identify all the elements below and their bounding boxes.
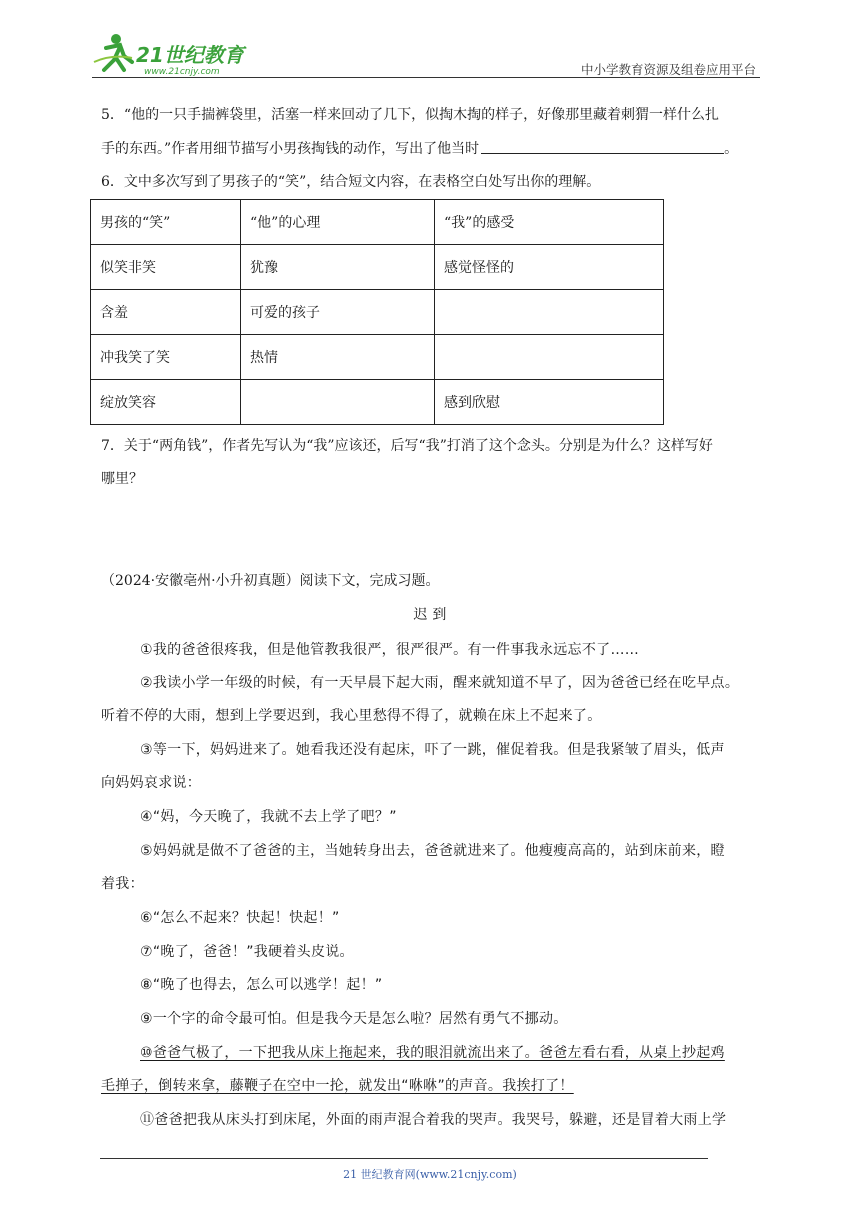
paragraph-1: ①我的爸爸很疼我，但是他管教我很严，很严很严。有一件事我永远忘不了…… [140, 642, 640, 658]
table-row [91, 380, 664, 425]
table-cell: 可爱的孩子 [241, 290, 435, 335]
q5-line1: 5．“他的一只手揣裤袋里，活塞一样来回动了几下，似掏木掏的样子，好像那里藏着刺猬一样什么扎 [101, 107, 720, 123]
table-answer-cell[interactable] [435, 290, 664, 335]
table-cell: 含羞 [91, 290, 241, 335]
header-divider [92, 77, 760, 78]
page-header [92, 32, 760, 78]
passage-source: （2024·安徽亳州·小升初真题）阅读下文，完成习题。 [101, 573, 440, 589]
paragraph-10-line2: 毛掸子，倒转来拿，藤鞭子在空中一抡，就发出“咻咻”的声音。我挨打了！ [101, 1078, 574, 1094]
paragraph-2-line1: ②我读小学一年级的时候，有一天早晨下起大雨，醒来就知道不早了，因为爸爸已经在吃早点。 [140, 675, 740, 691]
q5-line2 [101, 139, 738, 159]
table-cell: 热情 [241, 335, 435, 380]
table-header-cell: 男孩的“笑” [91, 200, 241, 245]
table-row [91, 290, 664, 335]
paragraph-6: ⑥“怎么不起来？快起！快起！” [140, 910, 340, 926]
paragraph-5-line1: ⑤妈妈就是做不了爸爸的主，当她转身出去，爸爸就进来了。他瘦瘦高高的，站到床前来，瞪 [140, 843, 725, 859]
q5-answer-blank[interactable] [481, 139, 724, 154]
paragraph-3-line1: ③等一下，妈妈进来了。她看我还没有起床，吓了一跳，催促着我。但是我紧皱了眉头，低声 [140, 742, 725, 758]
table-cell: 绽放笑容 [91, 380, 241, 425]
table-cell: 似笑非笑 [91, 245, 241, 290]
platform-name: 中小学教育资源及组卷应用平台 [580, 62, 756, 77]
paragraph-3-line2: 向妈妈哀求说： [101, 775, 202, 791]
q5-line2-end: 。 [724, 141, 739, 157]
table-answer-cell[interactable] [241, 380, 435, 425]
table-cell: 感到欣慰 [435, 380, 664, 425]
logo-url: www.21cnjy.com [144, 67, 220, 77]
paragraph-7: ⑦“晚了，爸爸！”我硬着头皮说。 [140, 944, 354, 960]
q7-line1: 7．关于“两角钱”，作者先写认为“我”应该还，后写“我”打消了这个念头。分别是为什么？这样写好 [101, 438, 713, 454]
q6-table [90, 199, 664, 425]
table-header-cell: “我”的感受 [435, 200, 664, 245]
table-cell: 犹豫 [241, 245, 435, 290]
q5-line2-text: 手的东西。”作者用细节描写小男孩掏钱的动作，写出了他当时 [101, 141, 480, 157]
paragraph-2-line2: 听着不停的大雨，想到上学要迟到，我心里愁得不得了，就赖在床上不起来了。 [101, 708, 602, 724]
site-logo [92, 32, 262, 78]
table-cell: 感觉怪怪的 [435, 245, 664, 290]
paragraph-10-line1: ⑩爸爸气极了，一下把我从床上拖起来，我的眼泪就流出来了。爸爸左看右看，从桌上抄起鸡 [140, 1045, 725, 1061]
paragraph-5-line2: 着我： [101, 876, 144, 892]
table-row [91, 245, 664, 290]
footer-text: 21 世纪教育网(www.21cnjy.com) [343, 1168, 517, 1181]
table-cell: 冲我笑了笑 [91, 335, 241, 380]
paragraph-9: ⑨一个字的命令最可怕。但是我今天是怎么啦？居然有勇气不挪动。 [140, 1011, 568, 1027]
logo-text: 21世纪教育 [136, 43, 244, 67]
table-header-cell: “他”的心理 [241, 200, 435, 245]
passage-title: 迟 到 [413, 607, 447, 623]
table-header-row [91, 200, 664, 245]
table-row [91, 335, 664, 380]
paragraph-4: ④“妈，今天晚了，我就不去上学了吧？” [140, 809, 397, 825]
paragraph-8: ⑧“晚了也得去，怎么可以逃学！起！” [140, 977, 383, 993]
paragraph-11: ⑪爸爸把我从床头打到床尾，外面的雨声混合着我的哭声。我哭号，躲避，还是冒着大雨上学 [140, 1112, 727, 1128]
q7-line2: 哪里？ [101, 471, 143, 487]
footer-divider [100, 1158, 708, 1159]
q6-prompt: 6．文中多次写到了男孩子的“笑”，结合短文内容，在表格空白处写出你的理解。 [101, 174, 601, 190]
table-answer-cell[interactable] [435, 335, 664, 380]
runner-icon [94, 34, 132, 70]
